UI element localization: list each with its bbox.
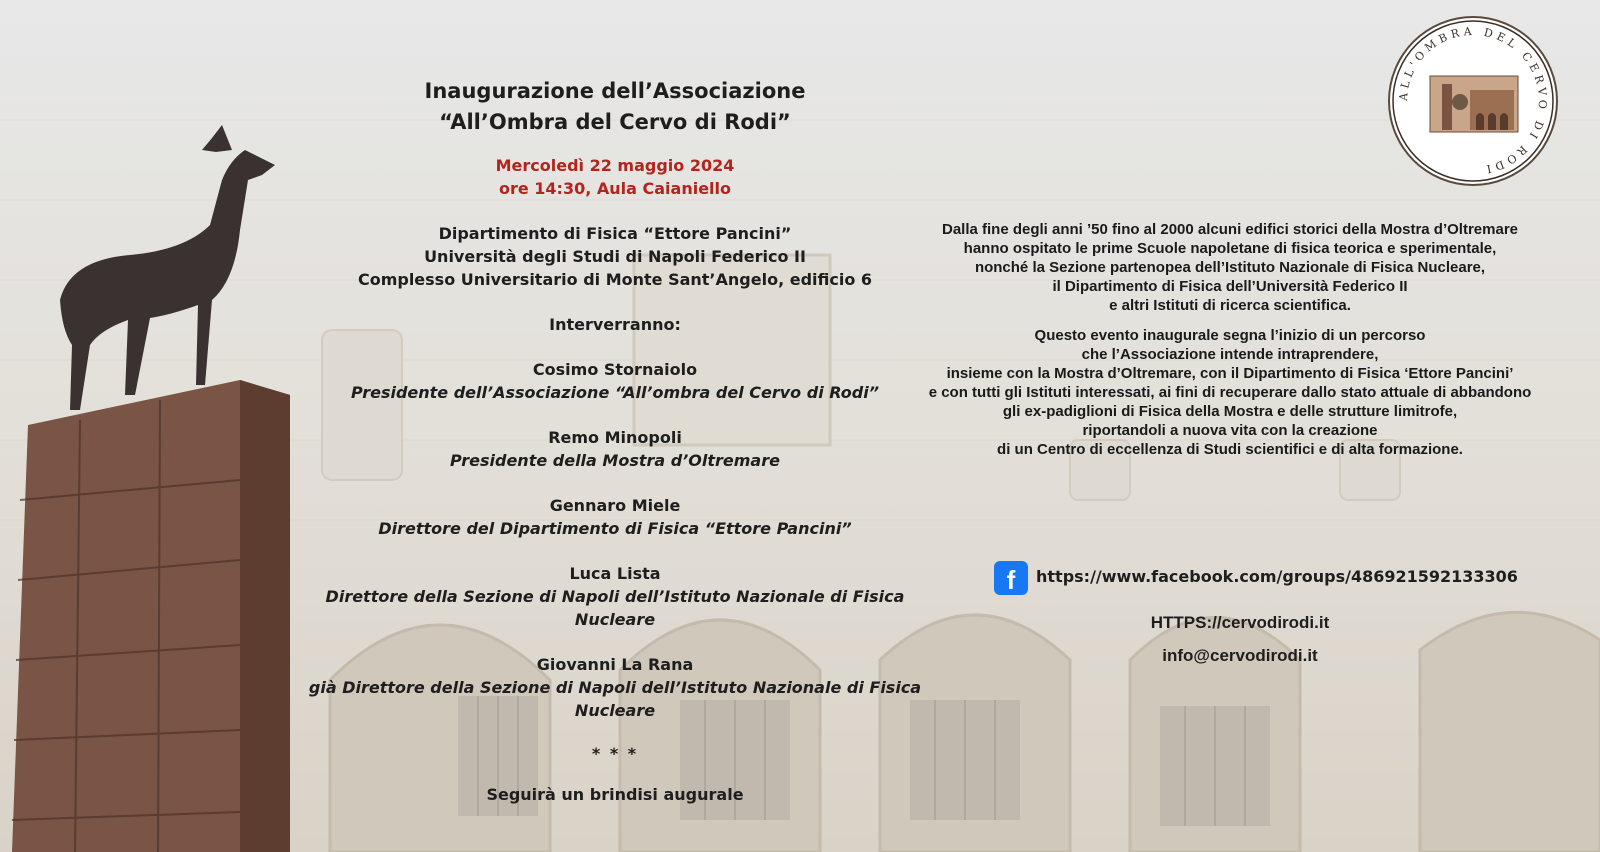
event-date-day: Mercoledì 22 maggio 2024 <box>495 156 735 175</box>
description-line: di un Centro di eccellenza di Studi scientifici e di alta formazione. <box>997 441 1463 458</box>
description-line: e con tutti gli Istituti interessati, ai fini di recuperare dallo stato attuale di abbandono <box>928 384 1532 401</box>
venue-line: Complesso Universitario di Monte Sant’Angelo, edificio 6 <box>357 270 873 289</box>
event-details <box>300 76 930 804</box>
event-title-line2: “All’Ombra del Cervo di Rodi” <box>439 110 791 134</box>
description-paragraph-2 <box>880 326 1580 459</box>
association-description <box>880 220 1580 459</box>
event-date <box>300 154 930 200</box>
description-line: hanno ospitato le prime Scuole napoletane di fisica teorica e sperimentale, <box>963 240 1497 257</box>
speaker-role: Presidente della Mostra d’Oltremare <box>450 451 780 470</box>
description-line: Questo evento inaugurale segna l’inizio di un percorso <box>1034 327 1426 344</box>
venue-line: Università degli Studi di Napoli Federico II <box>424 247 806 266</box>
deer-statue-pillar <box>0 0 300 852</box>
association-logo <box>1390 18 1556 184</box>
closing-note: Seguirà un brindisi augurale <box>486 785 744 804</box>
event-title <box>300 76 930 138</box>
speaker-role: già Direttore della Sezione di Napoli dell’Istituto Nazionale di Fisica Nucleare <box>308 678 922 720</box>
speaker-name: Remo Minopoli <box>548 428 682 447</box>
email-link[interactable]: info@cervodirodi.it <box>1162 646 1318 665</box>
speaker-entry <box>300 562 930 631</box>
speaker-name: Luca Lista <box>569 564 661 583</box>
logo-seal-icon <box>1390 18 1556 184</box>
description-paragraph-1 <box>880 220 1580 315</box>
speaker-name: Cosimo Stornaiolo <box>532 360 698 379</box>
facebook-group-link[interactable]: https://www.facebook.com/groups/486921592133306 <box>1036 567 1518 586</box>
speakers-heading: Interverranno: <box>549 315 681 334</box>
speaker-role: Presidente dell’Associazione “All’ombra del Cervo di Rodi” <box>350 383 880 402</box>
description-line: nonché la Sezione partenopea dell’Istituto Nazionale di Fisica Nucleare, <box>974 259 1486 276</box>
speaker-entry <box>300 494 930 540</box>
event-title-line1: Inaugurazione dell’Associazione <box>424 79 806 103</box>
separator: * * * <box>591 744 639 763</box>
speaker-entry <box>300 426 930 472</box>
speaker-entry <box>300 653 930 722</box>
website-link[interactable]: HTTPS://cervodirodi.it <box>1150 613 1330 632</box>
description-line: insieme con la Mostra d’Oltremare, con il Dipartimento di Fisica ‘Ettore Pancini’ <box>946 365 1514 382</box>
description-line: riportandoli a nuova vita con la creazione <box>1082 422 1378 439</box>
speaker-name: Giovanni La Rana <box>536 655 694 674</box>
logo-ring-text: ALL'OMBRA DEL CERVO DI RODI <box>1396 24 1550 177</box>
description-line: e altri Istituti di ricerca scientifica. <box>1109 297 1351 314</box>
description-line: che l’Associazione intende intraprendere, <box>1081 346 1379 363</box>
event-time-place: ore 14:30, Aula Caianiello <box>498 179 731 198</box>
venue-line: Dipartimento di Fisica “Ettore Pancini” <box>438 224 792 243</box>
description-line: gli ex-padiglioni di Fisica della Mostra e delle strutture limitrofe, <box>1002 403 1458 420</box>
description-line: Dalla fine degli anni ’50 fino al 2000 alcuni edifici storici della Mostra d’Oltremare <box>941 221 1518 238</box>
speaker-name: Gennaro Miele <box>549 496 681 515</box>
speaker-role: Direttore della Sezione di Napoli dell’Istituto Nazionale di Fisica Nucleare <box>325 587 905 629</box>
event-venue <box>300 222 930 291</box>
speaker-role: Direttore del Dipartimento di Fisica “Ettore Pancini” <box>378 519 852 538</box>
facebook-icon[interactable]: f <box>994 561 1028 595</box>
description-line: il Dipartimento di Fisica dell’Università Federico II <box>1052 278 1408 295</box>
speaker-entry <box>300 358 930 404</box>
